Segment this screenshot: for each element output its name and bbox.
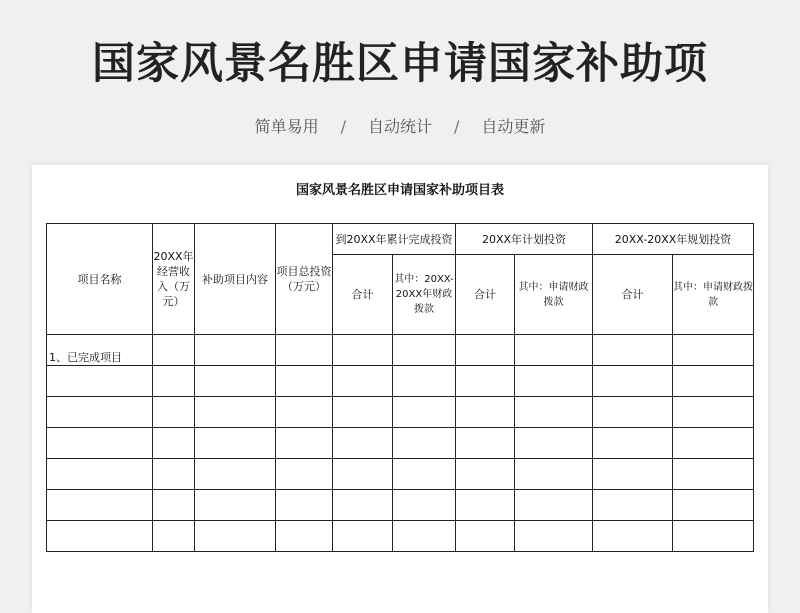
col-cumulative-total[interactable]: 合计	[333, 255, 393, 335]
sheet-title: 国家风景名胜区申请国家补助项目表	[295, 183, 504, 198]
subsidy-table	[46, 223, 754, 552]
tagline-separator: /	[340, 117, 346, 136]
table-cell[interactable]	[333, 397, 393, 428]
page-title: 国家风景名胜区申请国家补助项	[92, 39, 708, 89]
table-cell[interactable]	[515, 366, 593, 397]
table-cell[interactable]	[673, 335, 754, 366]
table-row	[47, 490, 754, 521]
table-cell[interactable]	[393, 397, 456, 428]
col-plan-year-fiscal[interactable]: 其中：申请财政拨款	[515, 255, 593, 335]
table-cell[interactable]	[195, 490, 276, 521]
table-cell[interactable]	[47, 366, 153, 397]
table-cell[interactable]	[333, 521, 393, 552]
table-cell[interactable]	[333, 459, 393, 490]
col-plan-range-fiscal[interactable]: 其中：申请财政拨款	[673, 255, 754, 335]
table-cell[interactable]	[673, 397, 754, 428]
table-cell[interactable]	[393, 459, 456, 490]
table-cell[interactable]	[195, 521, 276, 552]
header-row	[47, 224, 754, 255]
table-row	[47, 366, 754, 397]
col-total-investment[interactable]: 项目总投资（万元）	[276, 224, 333, 335]
table-cell[interactable]	[593, 428, 673, 459]
table-cell[interactable]	[195, 459, 276, 490]
table-cell[interactable]	[153, 490, 195, 521]
table-cell[interactable]	[673, 521, 754, 552]
table-row	[47, 459, 754, 490]
table-cell[interactable]	[456, 490, 515, 521]
table-cell[interactable]	[276, 428, 333, 459]
table-row	[47, 397, 754, 428]
col-plan-year-total[interactable]: 合计	[456, 255, 515, 335]
table-cell[interactable]	[456, 335, 515, 366]
table-cell[interactable]	[333, 366, 393, 397]
table-cell[interactable]	[153, 366, 195, 397]
table-row	[47, 428, 754, 459]
table-cell[interactable]	[393, 490, 456, 521]
table-cell[interactable]	[195, 335, 276, 366]
table-cell[interactable]	[153, 521, 195, 552]
table-cell[interactable]	[515, 521, 593, 552]
table-cell[interactable]	[333, 335, 393, 366]
tagline-auto-update: 自动更新	[481, 117, 546, 136]
table-row	[47, 335, 754, 366]
table-cell[interactable]	[515, 428, 593, 459]
table-cell[interactable]	[515, 459, 593, 490]
feature-tagline	[0, 114, 800, 137]
table-cell[interactable]	[153, 428, 195, 459]
table-cell[interactable]	[276, 490, 333, 521]
table-cell[interactable]	[593, 335, 673, 366]
table-cell[interactable]	[593, 397, 673, 428]
table-cell[interactable]	[47, 490, 153, 521]
tagline-easy: 简单易用	[254, 117, 319, 136]
table-cell[interactable]	[593, 459, 673, 490]
table-cell[interactable]	[456, 459, 515, 490]
col-project-name[interactable]: 项目名称	[47, 224, 153, 335]
col-plan-year[interactable]: 20XX年计划投资	[456, 224, 593, 255]
col-cumulative[interactable]: 到20XX年累计完成投资	[333, 224, 456, 255]
table-cell[interactable]	[393, 366, 456, 397]
table-cell[interactable]	[47, 521, 153, 552]
table-cell[interactable]	[276, 459, 333, 490]
table-cell[interactable]	[673, 366, 754, 397]
table-cell[interactable]	[333, 490, 393, 521]
table-cell[interactable]	[593, 490, 673, 521]
table-cell[interactable]	[276, 521, 333, 552]
table-cell[interactable]	[593, 366, 673, 397]
col-plan-range[interactable]: 20XX-20XX年规划投资	[593, 224, 754, 255]
table-cell[interactable]	[47, 428, 153, 459]
table-row	[47, 521, 754, 552]
table-cell[interactable]	[276, 397, 333, 428]
table-cell[interactable]: 1、已完成项目	[47, 335, 153, 366]
table-cell[interactable]	[673, 459, 754, 490]
table-cell[interactable]	[515, 490, 593, 521]
col-content[interactable]: 补助项目内容	[195, 224, 276, 335]
col-cumulative-fiscal[interactable]: 其中：20XX-20XX年财政拨款	[393, 255, 456, 335]
table-cell[interactable]	[195, 366, 276, 397]
table-cell[interactable]	[47, 397, 153, 428]
table-cell[interactable]	[276, 335, 333, 366]
table-cell[interactable]	[276, 366, 333, 397]
table-cell[interactable]	[153, 335, 195, 366]
table-cell[interactable]	[456, 397, 515, 428]
table-cell[interactable]	[515, 397, 593, 428]
table-cell[interactable]	[195, 428, 276, 459]
col-revenue[interactable]: 20XX年经营收入（万元）	[153, 224, 195, 335]
tagline-separator: /	[454, 117, 460, 136]
table-cell[interactable]	[393, 428, 456, 459]
table-cell[interactable]	[47, 459, 153, 490]
table-cell[interactable]	[456, 521, 515, 552]
table-cell[interactable]	[333, 428, 393, 459]
table-cell[interactable]	[673, 490, 754, 521]
table-cell[interactable]	[456, 428, 515, 459]
table-cell[interactable]	[393, 335, 456, 366]
table-cell[interactable]	[593, 521, 673, 552]
table-cell[interactable]	[515, 335, 593, 366]
table-cell[interactable]	[673, 428, 754, 459]
spreadsheet-sheet	[32, 165, 768, 613]
table-cell[interactable]	[393, 521, 456, 552]
table-cell[interactable]	[195, 397, 276, 428]
col-plan-range-total[interactable]: 合计	[593, 255, 673, 335]
tagline-auto-stat: 自动统计	[367, 117, 432, 136]
table-cell[interactable]	[153, 459, 195, 490]
table-cell[interactable]	[456, 366, 515, 397]
table-cell[interactable]	[153, 397, 195, 428]
